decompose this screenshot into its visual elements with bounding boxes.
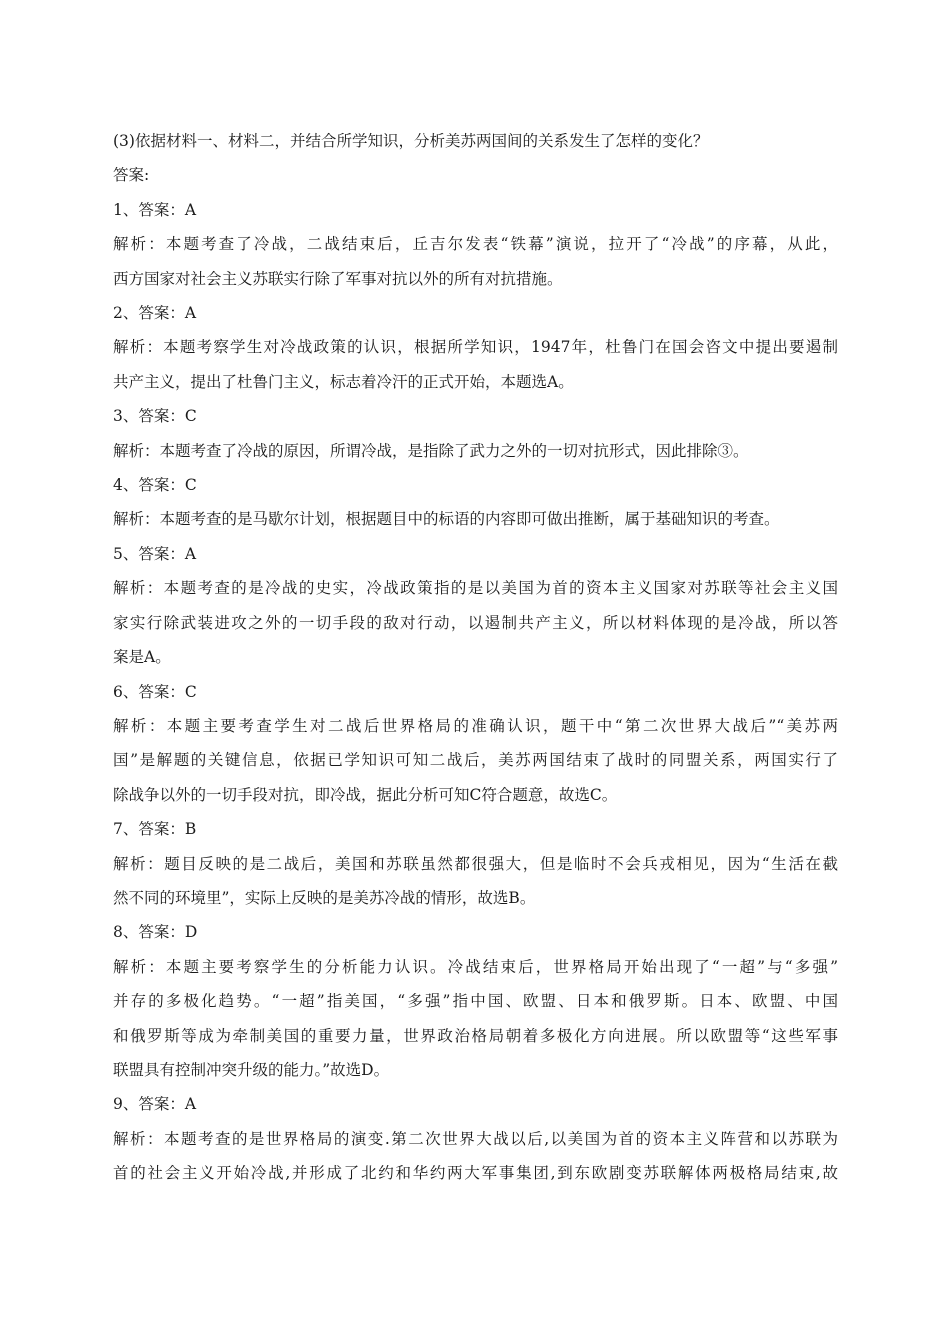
answer-2-analysis-line: 共产主义，提出了杜鲁门主义，标志着冷汗的正式开始，本题选A。 [113, 372, 574, 391]
answer-8-analysis-line: 联盟具有控制冲突升级的能力。”故选D。 [113, 1060, 390, 1079]
answer-6-analysis-line: 除战争以外的一切手段对抗，即冷战，据此分析可知C符合题意，故选C。 [113, 785, 618, 804]
answer-6-analysis-line: 解析：本题主要考查学生对二战后世界格局的准确认识，题干中“第二次世界大战后”“美苏两 [113, 716, 838, 735]
answer-3-label: 3、答案：C [113, 407, 197, 426]
answer-7-analysis-line: 然不同的环境里”，实际上反映的是美苏冷战的情形，故选B。 [113, 888, 536, 907]
answer-sheet [113, 124, 838, 1191]
answer-9-analysis-line: 解析：本题考查的是世界格局的演变.第二次世界大战以后,以美国为首的资本主义阵营和以苏联为 [113, 1129, 838, 1148]
answer-9-label: 9、答案：A [113, 1095, 197, 1114]
answer-8-label: 8、答案：D [113, 923, 198, 942]
answer-5-label: 5、答案：A [113, 544, 197, 563]
answer-3-analysis-line: 解析：本题考查了冷战的原因，所谓冷战，是指除了武力之外的一切对抗形式，因此排除③。 [113, 441, 749, 460]
answer-1-label: 1、答案：A [113, 200, 197, 219]
answer-4-analysis-line: 解析：本题考查的是马歇尔计划，根据题目中的标语的内容即可做出推断，属于基础知识的考查。 [113, 510, 780, 529]
answers-heading: 答案: [113, 166, 150, 185]
answer-9-analysis-line: 首的社会主义开始冷战,并形成了北约和华约两大军事集团,到东欧剧变苏联解体两极格局结束,故 [113, 1164, 838, 1183]
answer-6-label: 6、答案：C [113, 682, 197, 701]
answer-4-label: 4、答案：C [113, 476, 197, 495]
answer-5-analysis-line: 解析：本题考查的是冷战的史实，冷战政策指的是以美国为首的资本主义国家对苏联等社会主义国 [113, 579, 838, 598]
answer-8-analysis-line: 和俄罗斯等成为牵制美国的重要力量，世界政治格局朝着多极化方向进展。所以欧盟等“这些军事 [113, 1026, 838, 1045]
answer-5-analysis-line: 案是A。 [113, 648, 171, 667]
answer-5-analysis-line: 家实行除武装进攻之外的一切手段的敌对行动，以遏制共产主义，所以材料体现的是冷战，所以答 [113, 613, 838, 632]
answer-2-analysis-line: 解析：本题考察学生对冷战政策的认识，根据所学知识，1947年，杜鲁门在国会咨文中提出要遏制 [113, 338, 838, 357]
answer-1-analysis-line: 西方国家对社会主义苏联实行除了军事对抗以外的所有对抗措施。 [113, 269, 563, 288]
answer-1-analysis-line: 解析：本题考查了冷战，二战结束后，丘吉尔发表“铁幕”演说，拉开了“冷战”的序幕，从此， [113, 235, 838, 254]
answer-2-label: 2、答案：A [113, 304, 197, 323]
answer-8-analysis-line: 解析：本题主要考察学生的分析能力认识。冷战结束后，世界格局开始出现了“一超”与“多强” [113, 957, 838, 976]
question-3: (3)依据材料一、材料二，并结合所学知识，分析美苏两国间的关系发生了怎样的变化？ [113, 132, 709, 150]
answer-7-analysis-line: 解析：题目反映的是二战后，美国和苏联虽然都很强大，但是临时不会兵戎相见，因为“生活在截 [113, 854, 838, 873]
answer-8-analysis-line: 并存的多极化趋势。“一超”指美国，“多强”指中国、欧盟、日本和俄罗斯。日本、欧盟、中国 [113, 992, 838, 1011]
answer-7-label: 7、答案：B [113, 820, 197, 839]
answer-6-analysis-line: 国”是解题的关键信息，依据已学知识可知二战后，美苏两国结束了战时的同盟关系，两国实行了 [113, 751, 838, 770]
